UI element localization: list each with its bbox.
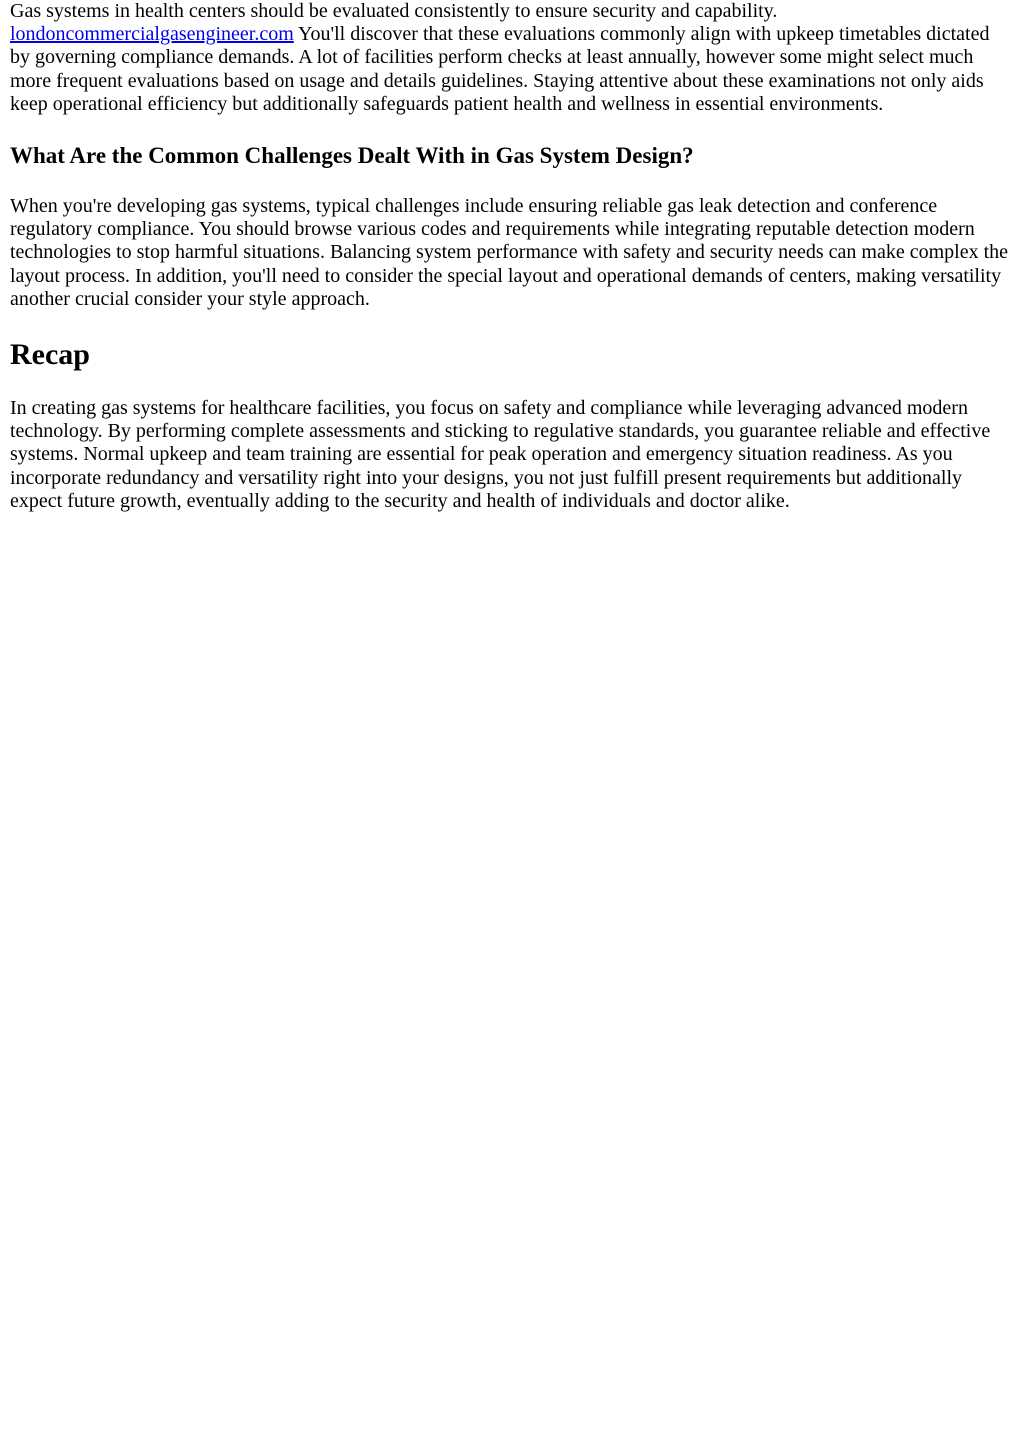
recap-paragraph: In creating gas systems for healthcare facilities, you focus on safety and compliance while leveraging advanced modern technology. By performing complete assessments and sticking to regulative standards, you guarantee reliable and effective systems. Normal upkeep and team training are essential for peak operation and emergency situation readiness. As you incorporate redundancy and versatility right into your designs, you not just fulfill present requirements but additionally expect future growth, eventually adding to the security and health of individuals and doctor alike.: [10, 397, 991, 512]
gas-engineer-link[interactable]: londoncommercialgasengineer.com: [10, 23, 294, 46]
intro-paragraph: [10, 0, 1014, 116]
article-body: [0, 0, 1024, 513]
intro-text-after-link: You'll discover that these evaluations commonly align with upkeep timetables dictated by governing compliance demands. A lot of facilities perform checks at least annually, however some might select much more frequent evaluations based on usage and details guidelines. Staying attentive about these examinations not only aids keep operational efficiency but additionally safeguards patient health and wellness in essential environments.: [10, 23, 990, 115]
challenges-heading: What Are the Common Challenges Dealt With in Gas System Design?: [10, 143, 694, 169]
recap-heading: Recap: [10, 338, 90, 372]
intro-text-before-link: Gas systems in health centers should be evaluated consistently to ensure security and capability.: [10, 0, 778, 22]
challenges-paragraph: When you're developing gas systems, typical challenges include ensuring reliable gas leak detection and conference regulatory compliance. You should browse various codes and requirements while integrating reputable detection modern technologies to stop harmful situations. Balancing system performance with safety and security needs can make complex the layout process. In addition, you'll need to consider the special layout and operational demands of centers, making versatility another crucial consider your style approach.: [10, 195, 1009, 310]
